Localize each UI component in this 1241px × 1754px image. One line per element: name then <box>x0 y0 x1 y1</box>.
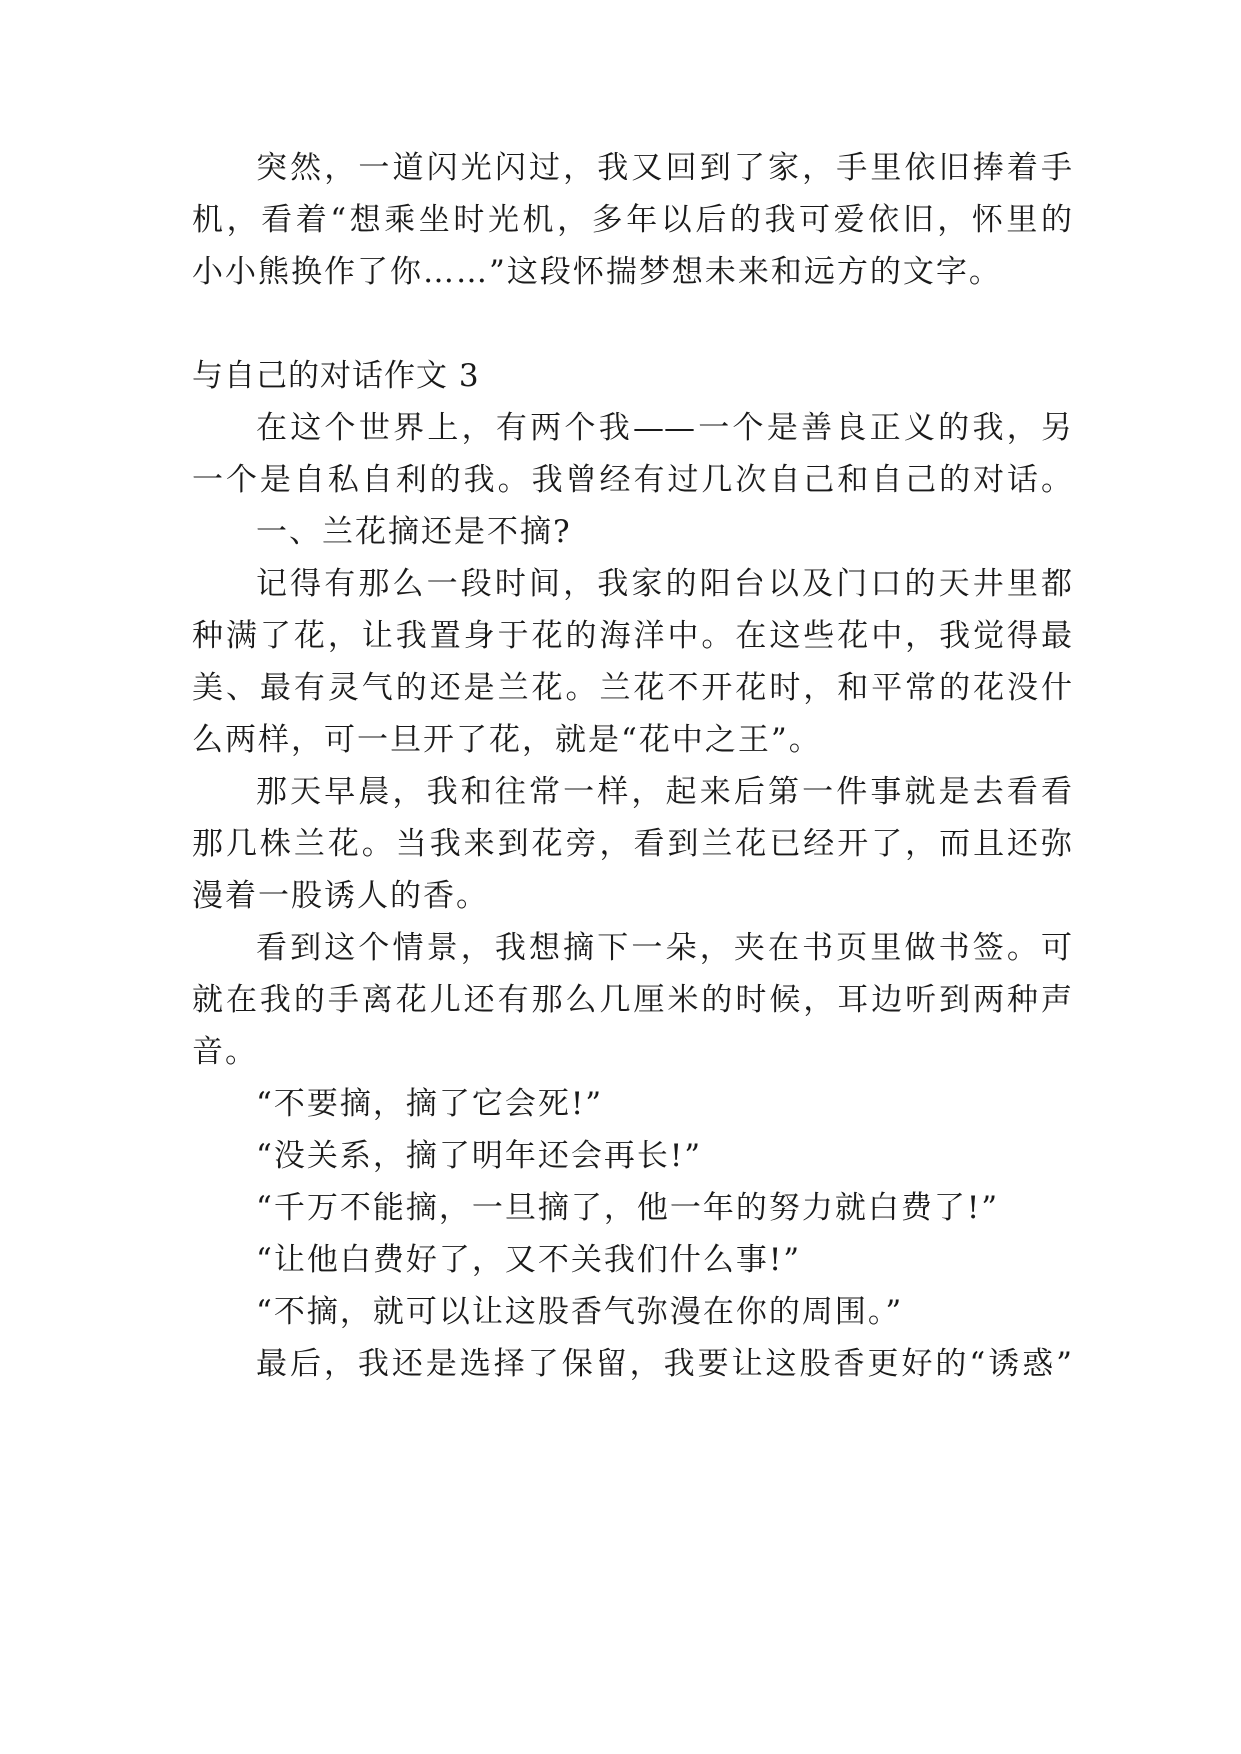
p3-line-3: 漫着一股诱人的香。 <box>192 878 489 914</box>
p2-line-3: 美、最有灵气的还是兰花。兰花不开花时，和平常的花没什 <box>192 670 1072 706</box>
dialogue-line-1: “不要摘，摘了它会死!” <box>256 1086 604 1122</box>
p2-line-4: 么两样，可一旦开了花，就是“花中之王”。 <box>192 722 822 758</box>
p2-line-1: 记得有那么一段时间，我家的阳台以及门口的天井里都 <box>256 566 1072 602</box>
intro-line-3: 小小熊换作了你……”这段怀揣梦想未来和远方的文字。 <box>192 254 1002 290</box>
p4-line-2: 就在我的手离花儿还有那么几厘米的时候，耳边听到两种声 <box>192 982 1072 1018</box>
dialogue-line-5: “不摘，就可以让这股香气弥漫在你的周围。” <box>256 1294 904 1330</box>
p1-line-2: 一个是自私自利的我。我曾经有过几次自己和自己的对话。 <box>192 462 1072 498</box>
p3-line-1: 那天早晨，我和往常一样，起来后第一件事就是去看看 <box>256 774 1072 810</box>
p3-line-2: 那几株兰花。当我来到花旁，看到兰花已经开了，而且还弥 <box>192 826 1072 862</box>
p5-line-1: 最后，我还是选择了保留，我要让这股香更好的“诱惑” <box>256 1346 1072 1382</box>
p4-line-3: 音。 <box>192 1034 258 1070</box>
p1-line-1: 在这个世界上，有两个我——一个是善良正义的我，另 <box>256 410 1072 446</box>
dialogue-line-4: “让他白费好了，又不关我们什么事!” <box>256 1242 802 1278</box>
p2-line-2: 种满了花，让我置身于花的海洋中。在这些花中，我觉得最 <box>192 618 1072 654</box>
subheading: 一、兰花摘还是不摘? <box>256 514 572 550</box>
intro-line-2: 机，看着“想乘坐时光机，多年以后的我可爱依旧，怀里的 <box>192 202 1072 238</box>
intro-line-1: 突然，一道闪光闪过，我又回到了家，手里依旧捧着手 <box>256 150 1072 186</box>
p4-line-1: 看到这个情景，我想摘下一朵，夹在书页里做书签。可 <box>256 930 1072 966</box>
section-title: 与自己的对话作文 3 <box>192 358 480 394</box>
dialogue-line-2: “没关系，摘了明年还会再长!” <box>256 1138 703 1174</box>
dialogue-line-3: “千万不能摘，一旦摘了，他一年的努力就白费了!” <box>256 1190 1000 1226</box>
